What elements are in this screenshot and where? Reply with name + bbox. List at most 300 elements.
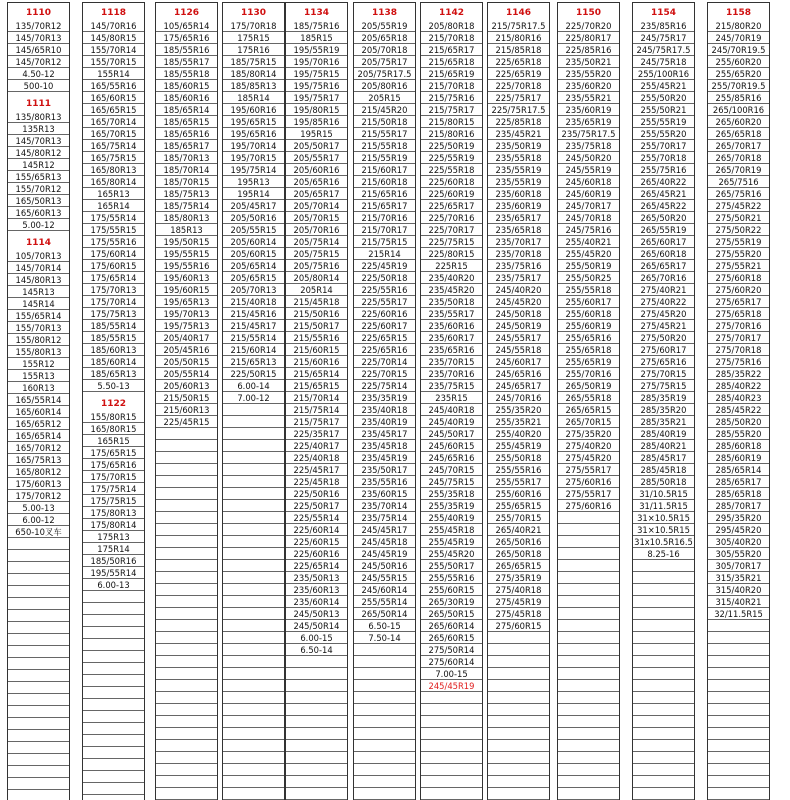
tire-size-item: 205/60R16 [286,164,347,176]
empty-row [633,740,694,752]
tire-size-item: 285/65R14 [708,464,769,476]
tire-size-item: 275/45R18 [488,608,549,620]
tire-size-item: 175/55R16 [83,236,144,248]
tire-size-item: 275/65R16 [633,356,694,368]
tire-size-item: 145/80R15 [83,32,144,44]
empty-row [156,464,217,476]
tire-size-item: 195/75R13 [156,320,217,332]
tire-size-item: 225/40R17 [286,440,347,452]
tire-size-item: 275/40R18 [488,584,549,596]
tire-size-item: 265/60R17 [633,236,694,248]
tire-size-item: 235/60R14 [286,596,347,608]
tire-size-item: 285/55R20 [708,428,769,440]
empty-row [558,512,619,524]
size-column [82,2,145,800]
empty-row [223,548,284,560]
tire-size-item: 235/60R15 [354,488,415,500]
tire-size-item: 165/70R12 [8,442,69,454]
tire-size-item: 235/55R17 [421,308,482,320]
tire-size-item: 305/70R17 [708,560,769,572]
tire-size-item: 175/70R18 [223,20,284,32]
tire-size-item: 225/55R16 [354,284,415,296]
tire-size-item: 165/75R13 [8,454,69,466]
empty-row [633,608,694,620]
empty-row [488,776,549,788]
tire-size-item: 235/55R18 [488,152,549,164]
tire-size-item: 175/70R13 [83,284,144,296]
empty-row [558,680,619,692]
tire-size-item: 275/55R19 [708,236,769,248]
tire-size-item: 185R15 [286,32,347,44]
tire-size-item: 265/50R14 [354,608,415,620]
tire-size-item: 255/65R19 [558,356,619,368]
tire-size-item: 275/40R21 [633,284,694,296]
tire-size-item: 245/75R17 [633,32,694,44]
tire-size-item: 245/45R19 [421,680,482,692]
tire-size-item: 285/70R17 [708,500,769,512]
tire-size-item: 285/45R22 [708,404,769,416]
tire-size-item: 235/45R18 [354,440,415,452]
empty-row [156,692,217,704]
tire-size-item: 205R15 [354,92,415,104]
tire-size-item: 265/45R21 [633,188,694,200]
tire-size-item: 175/80R14 [83,519,144,531]
empty-row [488,656,549,668]
tire-size-item: 285/45R18 [633,464,694,476]
tire-size-item: 255/65R16 [558,332,619,344]
tire-size-item: 165/80R14 [83,176,144,188]
size-column [222,2,285,800]
tire-size-item: 255/50R21 [633,104,694,116]
empty-row [8,562,69,574]
tire-size-item: 215/65R17 [354,200,415,212]
tire-size-item: 275/65R18 [708,308,769,320]
tire-size-item: 255/60R18 [558,308,619,320]
tire-size-item: 145/80R13 [8,274,69,286]
tire-size-item: 265/50R19 [558,380,619,392]
tire-size-item: 255/65R18 [558,344,619,356]
tire-size-item: 305/40R20 [708,536,769,548]
tire-size-item: 245/40R20 [488,284,549,296]
tire-size-item: 235/75R17.5 [558,128,619,140]
group-header: 1154 [650,8,677,18]
tire-size-item: 225/50R16 [286,488,347,500]
tire-size-item: 195R13 [223,176,284,188]
empty-row [708,728,769,740]
empty-row [286,788,347,800]
tire-size-item: 275/45R19 [488,596,549,608]
tire-size-item: 215/45R18 [286,296,347,308]
tire-size-item: 215/45R16 [223,308,284,320]
tire-size-item: 275/60R20 [708,284,769,296]
tire-size-item: 205/70R18 [354,44,415,56]
empty-row [633,680,694,692]
tire-size-item: 255/35R20 [488,404,549,416]
tire-size-item: 5.00-12 [8,219,69,231]
empty-row [633,584,694,596]
tire-size-item: 215/45R20 [354,104,415,116]
empty-row [156,620,217,632]
empty-row [8,574,69,586]
tire-size-item: 195/60R16 [223,104,284,116]
tire-size-item: 205/75R17.5 [354,68,415,80]
tire-size-item: 245/60R19 [558,188,619,200]
tire-size-item: 235/70R17 [488,236,549,248]
empty-row [156,548,217,560]
empty-row [286,740,347,752]
tire-size-item: 245/70R16 [488,392,549,404]
tire-size-item: 215/75R15 [354,236,415,248]
tire-size-item: 245/70R19.5 [708,44,769,56]
tire-size-item: 265/60R14 [421,620,482,632]
tire-size-item: 225/65R16 [354,344,415,356]
empty-row [223,536,284,548]
tire-size-item: 8.25-16 [633,548,694,560]
empty-row [156,680,217,692]
tire-size-item: 105/65R14 [156,20,217,32]
tire-size-item: 265/75R16 [708,188,769,200]
tire-size-item: 165R15 [83,435,144,447]
empty-row [354,680,415,692]
tire-size-item: 215R14 [354,248,415,260]
empty-row [286,668,347,680]
tire-size-item: 155/70R15 [83,56,144,68]
tire-size-item: 500-10 [8,80,69,92]
tire-size-item: 205/60R15 [223,248,284,260]
tire-size-item: 225/75R17 [488,92,549,104]
empty-row [633,668,694,680]
tire-size-item: 225/60R17 [354,320,415,332]
tire-size-item: 175/55R14 [83,212,144,224]
tire-size-item: 205/50R16 [223,212,284,224]
empty-row [223,716,284,728]
tire-size-item: 285/65R17 [708,476,769,488]
empty-row [8,682,69,694]
tire-size-item: 165/70R14 [83,116,144,128]
tire-size-item: 235/60R19 [488,200,549,212]
empty-row [633,728,694,740]
tire-size-item: 245/50R17 [421,428,482,440]
empty-row [8,778,69,790]
tire-size-item: 315/40R21 [708,596,769,608]
empty-row [558,788,619,800]
tire-size-item: 245/75R15 [421,476,482,488]
tire-size-item: 215/65R17 [421,44,482,56]
tire-size-item: 225/60R14 [286,524,347,536]
tire-size-item: 165/55R14 [8,394,69,406]
tire-size-item: 225/70R15 [354,368,415,380]
tire-size-item: 235/75R15 [421,380,482,392]
empty-row [488,644,549,656]
empty-row [633,692,694,704]
tire-size-item: 275/45R20 [558,452,619,464]
tire-size-item: 235/55R20 [558,68,619,80]
tire-size-item: 31×10.5R15 [633,512,694,524]
tire-size-item: 265/60R18 [633,248,694,260]
tire-size-item: 205/45R16 [156,344,217,356]
tire-size-item: 245/45R17 [354,524,415,536]
tire-size-item: 195/75R14 [223,164,284,176]
tire-size-item: 650-10叉车 [8,526,69,538]
tire-size-item: 195/60R13 [156,272,217,284]
tire-size-item: 255/55R18 [558,284,619,296]
tire-size-item: 265/60R15 [421,632,482,644]
tire-size-item: 165/80R15 [83,423,144,435]
tire-size-item: 185/55R14 [83,320,144,332]
tire-size-item: 215/80R20 [708,20,769,32]
tire-size-item: 245/55R17 [488,332,549,344]
tire-size-item: 225/55R17 [354,296,415,308]
tire-size-item: 7.50-14 [354,632,415,644]
empty-row [708,668,769,680]
empty-row [223,644,284,656]
tire-size-item: 235/75R18 [558,140,619,152]
tire-size-item: 215/75R17 [421,104,482,116]
tire-size-item: 255/45R21 [633,80,694,92]
tire-size-item: 265/70R15 [558,416,619,428]
size-column [285,2,348,800]
size-column [632,2,695,800]
tire-size-item: 255/55R16 [421,572,482,584]
tire-size-item: 155/65R14 [8,310,69,322]
empty-row [156,572,217,584]
empty-row [558,764,619,776]
tire-size-item: 145R14 [8,298,69,310]
tire-size-item: 235/65R19 [558,116,619,128]
tire-size-item: 205/55R15 [223,224,284,236]
tire-size-item: 275/55R20 [708,248,769,260]
empty-row [488,680,549,692]
tire-size-item: 225/75R14 [354,380,415,392]
tire-size-item: 225/40R18 [286,452,347,464]
tire-size-item: 255/65R15 [488,500,549,512]
tire-size-item: 31×10.5R15 [633,524,694,536]
empty-row [156,656,217,668]
tire-size-item: 235/75R16 [488,260,549,272]
empty-row [354,656,415,668]
tire-size-item: 185/65R15 [156,116,217,128]
tire-size-item: 245/65R17 [488,380,549,392]
empty-row [156,752,217,764]
tire-size-item: 255/50R20 [633,92,694,104]
tire-size-item: 285/40R22 [708,380,769,392]
tire-size-item: 295/35R20 [708,512,769,524]
tire-size-item: 215/80R16 [488,32,549,44]
tire-size-item: 205/70R15 [286,212,347,224]
empty-row [83,615,144,627]
tire-size-item: 285/40R19 [633,428,694,440]
empty-row [223,416,284,428]
tire-size-item: 235/75R17 [488,272,549,284]
empty-row [83,723,144,735]
empty-row [83,711,144,723]
tire-size-item: 275/50R20 [633,332,694,344]
size-column [353,2,416,800]
tire-size-item: 155R12 [8,358,69,370]
tire-size-item: 160R13 [8,382,69,394]
tire-size-item: 245/50R13 [286,608,347,620]
tire-size-item: 205/70R16 [286,224,347,236]
tire-size-item: 225R15 [421,260,482,272]
size-column [7,2,70,800]
empty-row [421,716,482,728]
empty-row [223,488,284,500]
tire-size-item: 245/75R16 [558,224,619,236]
empty-row [633,704,694,716]
empty-row [8,706,69,718]
empty-row [156,524,217,536]
empty-row [156,764,217,776]
tire-size-item: 225/60R16 [286,548,347,560]
empty-row [286,704,347,716]
tire-size-item: 265/45R22 [633,200,694,212]
empty-row [558,668,619,680]
tire-size-item: 205/65R14 [223,260,284,272]
tire-size-item: 145/70R14 [8,262,69,274]
tire-size-item: 235/55R16 [354,476,415,488]
tire-size-item: 245/50R16 [354,560,415,572]
tire-size-item: 275/60R17 [633,344,694,356]
tire-size-item: 285/35R21 [633,416,694,428]
tire-size-item: 135R13 [8,123,69,135]
tire-size-item: 225/45R15 [156,416,217,428]
empty-row [83,771,144,783]
empty-row [708,776,769,788]
tire-size-item: 195/70R16 [286,56,347,68]
group-header: 1146 [505,8,532,18]
tire-size-item: 285/35R20 [633,404,694,416]
tire-size-item: 275/50R22 [708,224,769,236]
empty-row [286,728,347,740]
empty-row [558,716,619,728]
empty-row [8,766,69,778]
tire-size-item: 205/70R14 [286,200,347,212]
tire-size-item: 205/55R19 [354,20,415,32]
tire-size-item: 5.00-13 [8,502,69,514]
tire-size-item: 4.50-12 [8,68,69,80]
empty-row [421,776,482,788]
tire-size-item: 185/55R15 [83,332,144,344]
tire-size-item: 185/55R17 [156,56,217,68]
empty-row [156,428,217,440]
tire-size-item: 225/70R17 [421,224,482,236]
tire-size-item: 185/55R18 [156,68,217,80]
tire-size-item: 255/55R16 [488,464,549,476]
empty-row [156,536,217,548]
empty-row [223,680,284,692]
tire-size-item: 145/70R16 [83,20,144,32]
tire-size-item: 275/35R19 [488,572,549,584]
tire-size-item: 255/45R19 [421,536,482,548]
empty-row [223,464,284,476]
empty-row [421,728,482,740]
tire-size-item: 235/60R17 [421,332,482,344]
tire-size-item: 165/75R15 [83,152,144,164]
empty-row [8,694,69,706]
tire-size-item: 275/40R22 [633,296,694,308]
empty-row [633,656,694,668]
tire-size-item: 245/70R19 [708,32,769,44]
tire-size-item: 235/45R17 [354,428,415,440]
empty-row [488,728,549,740]
tire-size-item: 6.00-15 [286,632,347,644]
tire-size-item: 275/55R21 [708,260,769,272]
empty-row [156,500,217,512]
empty-row [156,476,217,488]
empty-row [83,663,144,675]
tire-size-item: 225/60R15 [286,536,347,548]
empty-row [8,610,69,622]
tire-size-item: 235/40R18 [354,404,415,416]
tire-size-item: 155/70R13 [8,322,69,334]
tire-size-item: 245/40R19 [421,416,482,428]
empty-row [354,764,415,776]
tire-size-item: 225/70R18 [488,80,549,92]
tire-size-item: 245/55R15 [354,572,415,584]
empty-row [708,704,769,716]
empty-row [223,404,284,416]
empty-row [156,596,217,608]
tire-size-item: 195/70R13 [156,308,217,320]
empty-row [223,512,284,524]
empty-row [83,783,144,795]
tire-size-item: 205/75R15 [286,248,347,260]
empty-row [83,627,144,639]
tire-size-item: 235/60R20 [558,80,619,92]
tire-size-item: 215/60R18 [354,176,415,188]
tire-size-item: 195/55R16 [156,260,217,272]
tire-size-item: 235/35R19 [354,392,415,404]
tire-size-item: 255/75R16 [633,164,694,176]
empty-row [558,524,619,536]
tire-size-item: 135/70R12 [8,20,69,32]
tire-size-item: 245/45R19 [354,548,415,560]
empty-row [8,730,69,742]
tire-size-item: 215/55R16 [286,332,347,344]
tire-size-item: 155/70R14 [83,44,144,56]
empty-row [633,632,694,644]
empty-row [558,584,619,596]
tire-size-item: 225/65R19 [488,68,549,80]
size-column [155,2,218,800]
tire-size-item: 235/85R16 [633,20,694,32]
empty-row [8,658,69,670]
tire-size-item: 165/60R13 [8,207,69,219]
empty-row [421,764,482,776]
tire-size-item: 215/65R16 [354,188,415,200]
empty-row [156,776,217,788]
tire-size-item: 255/60R16 [488,488,549,500]
empty-row [83,735,144,747]
tire-size-item: 215/55R17 [354,128,415,140]
empty-row [156,644,217,656]
empty-row [421,788,482,800]
tire-size-item: 245/60R14 [354,584,415,596]
tire-size-item: 185/55R16 [156,44,217,56]
tire-size-item: 245/50R14 [286,620,347,632]
tire-size-item: 195/75R15 [286,68,347,80]
tire-size-item: 185/70R14 [156,164,217,176]
tire-size-item: 235/55R19 [488,164,549,176]
tire-size-item: 285/40R23 [708,392,769,404]
tire-size-item: 195/60R15 [156,284,217,296]
tire-size-item: 195/70R15 [223,152,284,164]
tire-size-item: 195R14 [223,188,284,200]
tire-size-item: 265/100R16 [708,104,769,116]
tire-size-item: 315/35R21 [708,572,769,584]
empty-row [354,668,415,680]
tire-size-item: 225/50R15 [223,368,284,380]
